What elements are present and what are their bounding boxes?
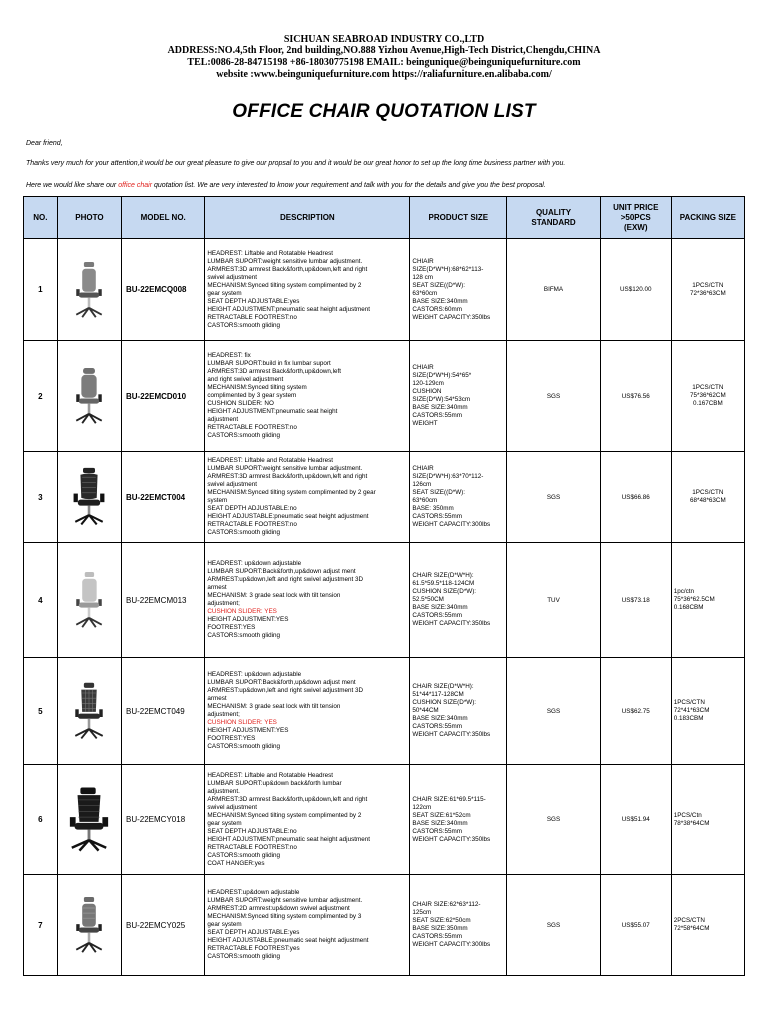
desc-line: LUMBAR SUPORT:build in fix lumbar suport bbox=[207, 360, 331, 367]
size-line: BASE SIZE:340mm bbox=[412, 404, 468, 411]
row-unit-price: US$55.07 bbox=[600, 875, 671, 976]
size-line: 63*60cm bbox=[412, 289, 438, 297]
row-model: BU-22EMCT049 bbox=[122, 658, 205, 765]
size-line: CHIAIR bbox=[412, 465, 434, 472]
desc-line: adjustment. bbox=[207, 787, 240, 795]
desc-line: ARMREST:2D armrest:up&down swivel adjustment bbox=[207, 905, 350, 912]
desc-line: complimented by 3 gear system bbox=[207, 392, 297, 399]
row-packing-size bbox=[671, 543, 744, 658]
size-line: CASTORS:55mm bbox=[412, 933, 462, 940]
size-line: CUSHION bbox=[412, 388, 442, 395]
size-line: 50*44CM bbox=[412, 707, 439, 714]
size-line: WEIGHT CAPACITY:350lbs bbox=[412, 313, 491, 321]
intro-thanks: Thanks very much for your attention,it would be our great pleasure to give our propsal to you and it would be our great honor to set up the long time business partner with you. bbox=[26, 160, 566, 167]
size-line: SEAT SIZE((D*W): bbox=[412, 489, 465, 496]
desc-line: SEAT DEPTH ADJUSTABLE:no bbox=[207, 827, 297, 835]
size-line: BASE SIZE:340mm bbox=[412, 604, 468, 611]
packing-line: 0.183CBM bbox=[673, 715, 704, 722]
row-photo bbox=[57, 452, 121, 543]
desc-line: ARMREST:up&down,left and right swivel adjustment 3D bbox=[207, 687, 364, 694]
desc-line: HEADREST:up&down adjustable bbox=[207, 889, 300, 896]
desc-line: ARMREST:3D armrest Back&forth,up&down,left and right bbox=[207, 795, 368, 803]
quotation-table bbox=[23, 196, 745, 976]
size-line: CHAIR SIZE:61*69.5*115- bbox=[412, 795, 486, 803]
row-no: 6 bbox=[24, 765, 58, 875]
header-packing-size: PACKING SIZE bbox=[671, 197, 744, 239]
row-no: 1 bbox=[24, 239, 58, 341]
desc-line: HEADREST: Liftable and Rotatable Headrest bbox=[207, 249, 334, 257]
desc-line: ARMREST:3D armrest Back&forth,up&down,left bbox=[207, 368, 342, 375]
row-packing-size bbox=[671, 452, 744, 543]
desc-line: gear system bbox=[207, 289, 242, 297]
desc-line: CASTORS:smooth gliding bbox=[207, 529, 281, 536]
desc-line: LUMBAR SUPORT:Back&forth,up&down adjust ment bbox=[207, 679, 356, 686]
company-address: ADDRESS:NO.4,5th Floor, 2nd building,NO.888 Yizhou Avenue,High-Tech District,Chengdu,CHINA bbox=[167, 45, 601, 56]
row-packing-size bbox=[671, 875, 744, 976]
size-line: CASTORS:55mm bbox=[412, 612, 462, 619]
desc-line: FOOTREST:YES bbox=[207, 735, 256, 742]
size-line: WEIGHT CAPACITY:300lbs bbox=[412, 521, 491, 528]
desc-line: armest bbox=[207, 695, 227, 702]
desc-line: RETRACTABLE FOOTREST:yes bbox=[207, 945, 300, 952]
size-line: SIZE(D*W*H):54*65* bbox=[412, 372, 472, 379]
packing-line: 0.168CBM bbox=[673, 604, 704, 611]
desc-line: ARMREST:up&down,left and right swivel adjustment 3D bbox=[207, 576, 364, 583]
row-no: 7 bbox=[24, 875, 58, 976]
desc-line: LUMBAR SUPORT:weight sensitive lumbar adjustment. bbox=[207, 465, 363, 472]
size-line: CHAIR SIZE:62*63*112- bbox=[412, 901, 481, 908]
row-quality-standard: SGS bbox=[507, 658, 601, 765]
desc-line: CASTORS:smooth gliding bbox=[207, 851, 281, 859]
packing-line: 78*38*64CM bbox=[673, 819, 710, 827]
page-title: OFFICE CHAIR QUOTATION LIST bbox=[232, 101, 536, 122]
desc-line: armest bbox=[207, 584, 227, 591]
row-model: BU-22EMCY018 bbox=[122, 765, 205, 875]
row-model: BU-22EMCQ008 bbox=[122, 239, 205, 341]
desc-line: LUMBAR SUPORT:weight sensitive lumbar adjustment. bbox=[207, 257, 363, 265]
row-no: 3 bbox=[24, 452, 58, 543]
size-line: BASE SIZE:340mm bbox=[412, 297, 468, 305]
row-description bbox=[205, 765, 410, 875]
row-description bbox=[205, 239, 410, 341]
desc-line: RETRACTABLE FOOTREST:no bbox=[207, 521, 297, 528]
header-price-line1: UNIT PRICE bbox=[613, 202, 659, 212]
desc-line: RETRACTABLE FOOTREST:no bbox=[207, 843, 297, 851]
desc-line: RETRACTABLE FOOTREST:no bbox=[207, 424, 297, 431]
size-line: SIZE(D*W*H):63*70*112- bbox=[412, 473, 484, 480]
company-contact: TEL:0086-28-84715198 +86-18030775198 EMAIL: beingunique@beinguniquefurniture.com bbox=[187, 57, 581, 68]
row-photo bbox=[57, 875, 121, 976]
row-model: BU-22EMCM013 bbox=[122, 543, 205, 658]
packing-line: 72*58*64CM bbox=[673, 925, 710, 932]
size-line: 120-129cm bbox=[412, 380, 444, 387]
row-description bbox=[205, 341, 410, 452]
size-line: CHIAIR bbox=[412, 257, 434, 265]
desc-line: HEADREST: up&down adjustable bbox=[207, 671, 302, 678]
desc-line: CASTORS:smooth gliding bbox=[207, 743, 281, 750]
office-chair-image bbox=[71, 679, 107, 743]
row-quality-standard: SGS bbox=[507, 452, 601, 543]
row-product-size bbox=[410, 239, 507, 341]
desc-line: CASTORS:smooth gliding bbox=[207, 632, 281, 639]
desc-line: HEIGHT ADJUSTABLE:pneumatic seat height adjustment bbox=[207, 937, 369, 944]
row-unit-price: US$76.56 bbox=[600, 341, 671, 452]
header-price-line3: (EXW) bbox=[623, 222, 648, 232]
row-product-size bbox=[410, 341, 507, 452]
size-line: WEIGHT CAPACITY:350lbs bbox=[412, 620, 491, 627]
size-line: 128 cm bbox=[412, 273, 434, 281]
size-line: CASTORS:55mm bbox=[412, 723, 462, 730]
packing-line: 0.167CBM bbox=[692, 400, 723, 407]
row-model: BU-22EMCT004 bbox=[122, 452, 205, 543]
packing-line: 72*36*63CM bbox=[690, 289, 726, 297]
size-line: 126cm bbox=[412, 481, 432, 488]
office-chair-image bbox=[72, 568, 106, 632]
desc-line: HEIGHT ADJUSTMENT:pneumatic seat height adjustment bbox=[207, 835, 370, 843]
desc-line: CASTORS:smooth gliding bbox=[207, 953, 281, 960]
size-line: CASTORS:55mm bbox=[412, 513, 462, 520]
size-line: 125cm bbox=[412, 909, 432, 916]
row-product-size bbox=[410, 658, 507, 765]
row-packing-size bbox=[671, 239, 744, 341]
size-line: BASE SIZE:340mm bbox=[412, 715, 468, 722]
row-no: 5 bbox=[24, 658, 58, 765]
header-quality-standard bbox=[507, 197, 601, 239]
row-product-size bbox=[410, 765, 507, 875]
header-quality-line2: STANDARD bbox=[531, 217, 576, 227]
size-line: BASE SIZE:340mm bbox=[412, 819, 468, 827]
desc-line: RETRACTABLE FOOTREST:no bbox=[207, 313, 297, 321]
desc-line: HEIGHT ADJUSTMENT:pneumatic seat height bbox=[207, 408, 338, 415]
office-chair-image bbox=[72, 364, 106, 428]
desc-line: MECHANISM:Synced tilting system complimented by 3 bbox=[207, 913, 362, 920]
desc-line: MECHANISM: 3 grade seat lock with tilt tension bbox=[207, 703, 341, 710]
desc-line: ARMREST:3D armrest Back&forth,up&down,left and right bbox=[207, 473, 368, 480]
desc-line: and right swivel adjustment bbox=[207, 376, 284, 383]
desc-line: SEAT DEPTH ADJUSTABLE:no bbox=[207, 505, 297, 512]
size-line: SEAT SIZE:62*50cm bbox=[412, 917, 471, 924]
row-quality-standard: TUV bbox=[507, 543, 601, 658]
desc-line: LUMBAR SUPORT:Back&forth,up&down adjust ment bbox=[207, 568, 356, 575]
size-line: SIZE(D*W*H):68*62*113- bbox=[412, 265, 484, 273]
header-price-line2: >50PCS bbox=[620, 212, 651, 222]
table-row bbox=[24, 875, 745, 976]
packing-line: 2PCS/CTN bbox=[673, 917, 705, 924]
table-row bbox=[24, 543, 745, 658]
desc-line: ARMREST:3D armrest Back&forth,up&down,left and right bbox=[207, 265, 368, 273]
row-photo bbox=[57, 341, 121, 452]
intro-share-before: Here we would like share our bbox=[26, 182, 119, 189]
office-chair-image bbox=[72, 894, 106, 956]
intro-share bbox=[26, 182, 546, 189]
row-model: BU-22EMCY025 bbox=[122, 875, 205, 976]
row-unit-price: US$51.94 bbox=[600, 765, 671, 875]
desc-line-highlight: CUSHION SLIDER: YES bbox=[207, 719, 277, 726]
size-line: CUSHION SIZE(D*W): bbox=[412, 588, 477, 595]
table-row bbox=[24, 765, 745, 875]
table-header-row bbox=[24, 197, 745, 239]
desc-line: MECHANISM:Synced tilting system bbox=[207, 384, 307, 391]
intro-share-after: quotation list. We are very interested to know your requirement and talk with you for the details and give you the best proposal. bbox=[152, 182, 546, 189]
header-description: DESCRIPTION bbox=[205, 197, 410, 239]
office-chair-image bbox=[72, 260, 106, 320]
row-photo bbox=[57, 543, 121, 658]
packing-line: 1PCS/CTN bbox=[692, 489, 724, 496]
row-product-size bbox=[410, 452, 507, 543]
intro-share-highlight: office chair bbox=[118, 182, 153, 189]
size-line: CHAIR SIZE(D*W*H): bbox=[412, 683, 474, 690]
desc-line-highlight: CUSHION SLIDER: YES bbox=[207, 608, 277, 615]
row-model: BU-22EMCD010 bbox=[122, 341, 205, 452]
size-line: SEAT SIZE:61*52cm bbox=[412, 811, 471, 819]
desc-line: HEADREST: Liftable and Rotatable Headrest bbox=[207, 771, 334, 779]
row-quality-standard: SGS bbox=[507, 875, 601, 976]
size-line: WEIGHT bbox=[412, 420, 438, 427]
size-line: WEIGHT CAPACITY:350lbs bbox=[412, 835, 491, 843]
header-product-size: PRODUCT SIZE bbox=[410, 197, 507, 239]
size-line: 61.5*59.5*118-124CM bbox=[412, 580, 475, 587]
desc-line: HEADREST: Liftable and Rotatable Headrest bbox=[207, 457, 334, 464]
table-row bbox=[24, 239, 745, 341]
row-unit-price: US$62.75 bbox=[600, 658, 671, 765]
row-unit-price: US$73.18 bbox=[600, 543, 671, 658]
packing-line: 72*41*63CM bbox=[673, 707, 710, 714]
desc-line: swivel adjustment bbox=[207, 273, 258, 281]
size-line: SIZE(D*W):54*53cm bbox=[412, 396, 471, 403]
row-photo bbox=[57, 658, 121, 765]
row-unit-price: US$66.86 bbox=[600, 452, 671, 543]
packing-line: 1PCS/CTN bbox=[673, 699, 705, 706]
table-row bbox=[24, 341, 745, 452]
size-line: 51*44*117-128CM bbox=[412, 691, 464, 698]
row-no: 2 bbox=[24, 341, 58, 452]
size-line: BASE SIZE:350mm bbox=[412, 925, 468, 932]
desc-line: CASTORS:smooth gliding bbox=[207, 321, 281, 329]
size-line: BASE: 350mm bbox=[412, 505, 454, 512]
header-unit-price bbox=[600, 197, 671, 239]
header-no: NO. bbox=[24, 197, 58, 239]
office-chair-image bbox=[69, 467, 109, 527]
size-line: 52.5*50CM bbox=[412, 596, 444, 603]
row-no: 4 bbox=[24, 543, 58, 658]
desc-line: HEIGHT ADJUSTMENT:YES bbox=[207, 616, 289, 623]
desc-line: HEIGHT ADJUSTMENT:YES bbox=[207, 727, 289, 734]
desc-line: FOOTREST:YES bbox=[207, 624, 256, 631]
row-quality-standard: SGS bbox=[507, 765, 601, 875]
desc-line: swivel adjustment bbox=[207, 481, 258, 488]
desc-line: HEADREST: fix bbox=[207, 352, 251, 359]
desc-line: system bbox=[207, 497, 228, 504]
row-description bbox=[205, 875, 410, 976]
row-product-size bbox=[410, 875, 507, 976]
desc-line: LUMBAR SUPORT:weight sensitive lumbar adjustment. bbox=[207, 897, 363, 904]
row-description bbox=[205, 452, 410, 543]
header-photo: PHOTO bbox=[57, 197, 121, 239]
desc-line: HEADREST: up&down adjustable bbox=[207, 560, 302, 567]
packing-line: 1PCS/CTN bbox=[692, 384, 724, 391]
desc-line: swivel adjustment bbox=[207, 803, 258, 811]
size-line: 63*60cm bbox=[412, 497, 438, 504]
table-row bbox=[24, 452, 745, 543]
row-photo bbox=[57, 765, 121, 875]
row-description bbox=[205, 543, 410, 658]
company-name: SICHUAN SEABROAD INDUSTRY CO.,LTD bbox=[283, 34, 485, 45]
desc-line: gear system bbox=[207, 921, 242, 928]
size-line: CHAIR SIZE(D*W*H): bbox=[412, 572, 474, 579]
size-line: CHIAIR bbox=[412, 364, 434, 371]
row-photo bbox=[57, 239, 121, 341]
desc-line: SEAT DEPTH ADJUSTABLE:yes bbox=[207, 929, 300, 936]
size-line: CASTORS:55mm bbox=[412, 827, 462, 835]
row-description bbox=[205, 658, 410, 765]
packing-line: 68*48*63CM bbox=[690, 497, 726, 504]
row-packing-size bbox=[671, 765, 744, 875]
size-line: WEIGHT CAPACITY:350lbs bbox=[412, 731, 491, 738]
intro-greeting: Dear friend, bbox=[26, 140, 63, 147]
row-packing-size bbox=[671, 658, 744, 765]
desc-line: MECHANISM:Synced tilting system complimented by 2 gear bbox=[207, 489, 376, 496]
company-website: website :www.beinguniquefurniture.com https://raliafurniture.en.alibaba.com/ bbox=[216, 69, 552, 80]
size-line: SEAT SIZE((D*W): bbox=[412, 281, 465, 289]
packing-line: 1PCS/Ctn bbox=[673, 811, 702, 819]
size-line: CUSHION SIZE(D*W): bbox=[412, 699, 477, 706]
header-model: MODEL NO. bbox=[122, 197, 205, 239]
packing-line: 1pc/ctn bbox=[673, 588, 695, 595]
table-row bbox=[24, 658, 745, 765]
desc-line: adjustment; bbox=[207, 600, 240, 607]
packing-line: 75*36*62CM bbox=[690, 392, 726, 399]
desc-line: HEIGHT ADJUSTMENT:pneumatic seat height adjustment bbox=[207, 305, 370, 313]
desc-line: SEAT DEPTH ADJUSTABLE:yes bbox=[207, 297, 300, 305]
row-packing-size bbox=[671, 341, 744, 452]
packing-line: 1PCS/CTN bbox=[692, 281, 724, 289]
header-quality-line1: QUALITY bbox=[535, 207, 572, 217]
packing-line: 75*36*62.5CM bbox=[673, 596, 715, 603]
size-line: CASTORS:60mm bbox=[412, 305, 462, 313]
row-quality-standard: BIFMA bbox=[507, 239, 601, 341]
row-product-size bbox=[410, 543, 507, 658]
desc-line: adjustment bbox=[207, 416, 239, 423]
office-chair-image bbox=[67, 785, 111, 855]
row-quality-standard: SGS bbox=[507, 341, 601, 452]
row-unit-price: US$120.00 bbox=[600, 239, 671, 341]
size-line: WEIGHT CAPACITY:300lbs bbox=[412, 941, 491, 948]
desc-line: MECHANISM:Synced tilting system complimented by 2 bbox=[207, 811, 362, 819]
desc-line: MECHANISM:Synced tilting system complimented by 2 bbox=[207, 281, 362, 289]
desc-line: LUMBAR SUPORT:up&down back&forth lumbar bbox=[207, 779, 342, 787]
desc-line: HEIGHT ADJUSTABLE:pneumatic seat height adjustment bbox=[207, 513, 369, 520]
desc-line: adjustment; bbox=[207, 711, 240, 718]
desc-line: COAT HANGER:yes bbox=[207, 859, 265, 867]
size-line: CASTORS:55mm bbox=[412, 412, 462, 419]
desc-line: CUSHION SLIDER: NO bbox=[207, 400, 274, 407]
desc-line: gear system bbox=[207, 819, 242, 827]
size-line: 122cm bbox=[412, 803, 432, 811]
desc-line: CASTORS:smooth gliding bbox=[207, 432, 281, 439]
desc-line: MECHANISM: 3 grade seat lock with tilt tension bbox=[207, 592, 341, 599]
